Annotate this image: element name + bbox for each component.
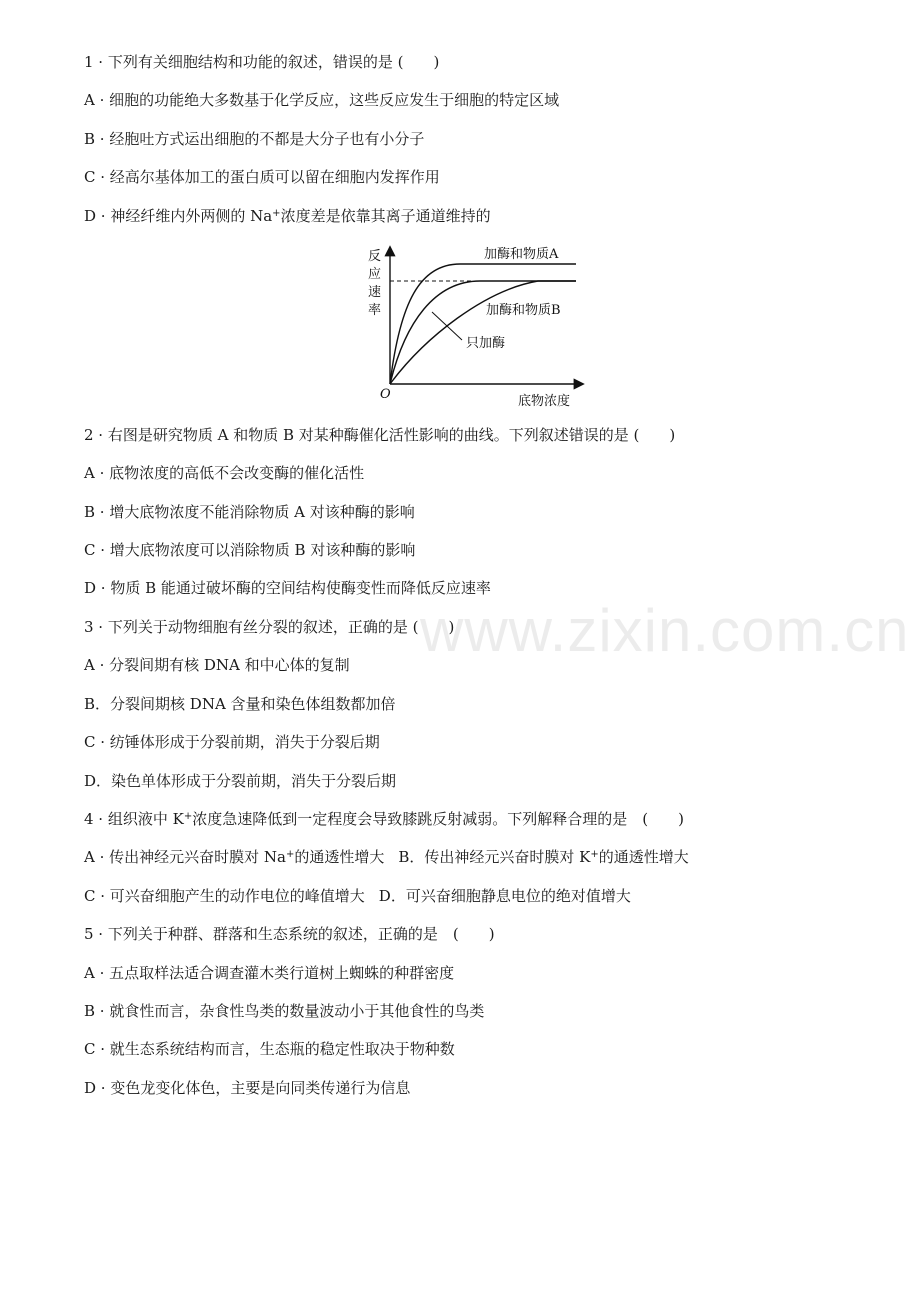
x-axis-label: 底物浓度 xyxy=(518,394,571,409)
y-axis-label: 速 xyxy=(368,285,382,300)
origin-label: O xyxy=(380,387,391,402)
question-5-option-a: A · 五点取样法适合调查灌木类行道树上蜘蛛的种群密度 xyxy=(84,964,455,982)
stem-text: 4 · 组织液中 K xyxy=(84,810,184,828)
curve-label-enzyme-only: 只加酶 xyxy=(466,336,506,351)
y-axis-label: 率 xyxy=(368,303,382,318)
question-5-option-d: D · 变色龙变化体色，主要是向同类传递行为信息 xyxy=(84,1079,411,1097)
option-d-text: D．可兴奋细胞静息电位的绝对值增大 xyxy=(378,887,631,905)
y-axis-label: 应 xyxy=(368,267,382,282)
curve-enzyme-and-a xyxy=(390,264,576,384)
question-2-option-b: B · 增大底物浓度不能消除物质 A 对该种酶的影响 xyxy=(84,503,415,521)
option-text: D · 神经纤维内外两侧的 Na xyxy=(84,207,273,225)
curve-label-b: 加酶和物质B xyxy=(486,303,561,318)
question-4-options-ab xyxy=(84,847,689,867)
y-axis-label: 反 xyxy=(368,249,382,264)
curve-label-a: 加酶和物质A xyxy=(484,247,559,262)
question-1-option-b: B · 经胞吐方式运出细胞的不都是大分子也有小分子 xyxy=(84,130,425,148)
stem-text: 浓度急速降低到一定程度会导致膝跳反射减弱。下列解释合理的是 ( ) xyxy=(192,810,684,828)
question-2-option-a: A · 底物浓度的高低不会改变酶的催化活性 xyxy=(84,464,365,482)
question-4-stem xyxy=(84,809,684,829)
question-5-option-b: B · 就食性而言，杂食性鸟类的数量波动小于其他食性的鸟类 xyxy=(84,1002,485,1020)
watermark: www.zixin.com.cn xyxy=(420,597,910,664)
superscript: + xyxy=(183,811,193,822)
label-leader-line xyxy=(432,312,462,340)
question-4-options-cd xyxy=(84,886,631,906)
question-3-option-d: D．染色单体形成于分裂前期，消失于分裂后期 xyxy=(84,772,397,790)
enzyme-rate-figure xyxy=(360,242,600,412)
question-3-option-b: B．分裂间期核 DNA 含量和染色体组数都加倍 xyxy=(84,695,396,713)
question-1-stem: 1 · 下列有关细胞结构和功能的叙述，错误的是 ( ) xyxy=(84,53,440,71)
superscript: + xyxy=(285,849,295,860)
question-3-option-a: A · 分裂间期有核 DNA 和中心体的复制 xyxy=(84,656,350,674)
curve-enzyme-only xyxy=(390,281,576,384)
option-a-text: 的通透性增大 xyxy=(294,848,385,866)
question-5-option-c: C · 就生态系统结构而言，生态瓶的稳定性取决于物种数 xyxy=(84,1040,455,1058)
question-3-option-c: C · 纺锤体形成于分裂前期，消失于分裂后期 xyxy=(84,733,380,751)
question-1-option-a: A · 细胞的功能绝大多数基于化学反应，这些反应发生于细胞的特定区域 xyxy=(84,91,560,109)
option-b-text: 的通透性增大 xyxy=(598,848,689,866)
question-1-option-c: C · 经高尔基体加工的蛋白质可以留在细胞内发挥作用 xyxy=(84,168,440,186)
option-text: 浓度差是依靠其离子通道维持的 xyxy=(280,207,491,225)
superscript: + xyxy=(272,208,281,219)
question-5-stem: 5 · 下列关于种群、群落和生态系统的叙述，正确的是 ( ) xyxy=(84,925,495,943)
option-a-text: A · 传出神经元兴奋时膜对 Na xyxy=(84,848,286,866)
superscript: + xyxy=(590,849,599,860)
option-c-text: C · 可兴奋细胞产生的动作电位的峰值增大 xyxy=(84,887,365,905)
question-2-option-c: C · 增大底物浓度可以消除物质 B 对该种酶的影响 xyxy=(84,541,416,559)
option-b-text: B．传出神经元兴奋时膜对 K xyxy=(398,848,591,866)
question-1-option-d xyxy=(84,206,491,226)
curve-enzyme-and-b xyxy=(390,281,576,384)
question-2-stem: 2 · 右图是研究物质 A 和物质 B 对某种酶催化活性影响的曲线。下列叙述错误的是 ( ) xyxy=(84,426,676,444)
question-3-stem: 3 · 下列关于动物细胞有丝分裂的叙述，正确的是 ( ) xyxy=(84,618,455,636)
question-2-option-d: D · 物质 B 能通过破坏酶的空间结构使酶变性而降低反应速率 xyxy=(84,579,491,597)
